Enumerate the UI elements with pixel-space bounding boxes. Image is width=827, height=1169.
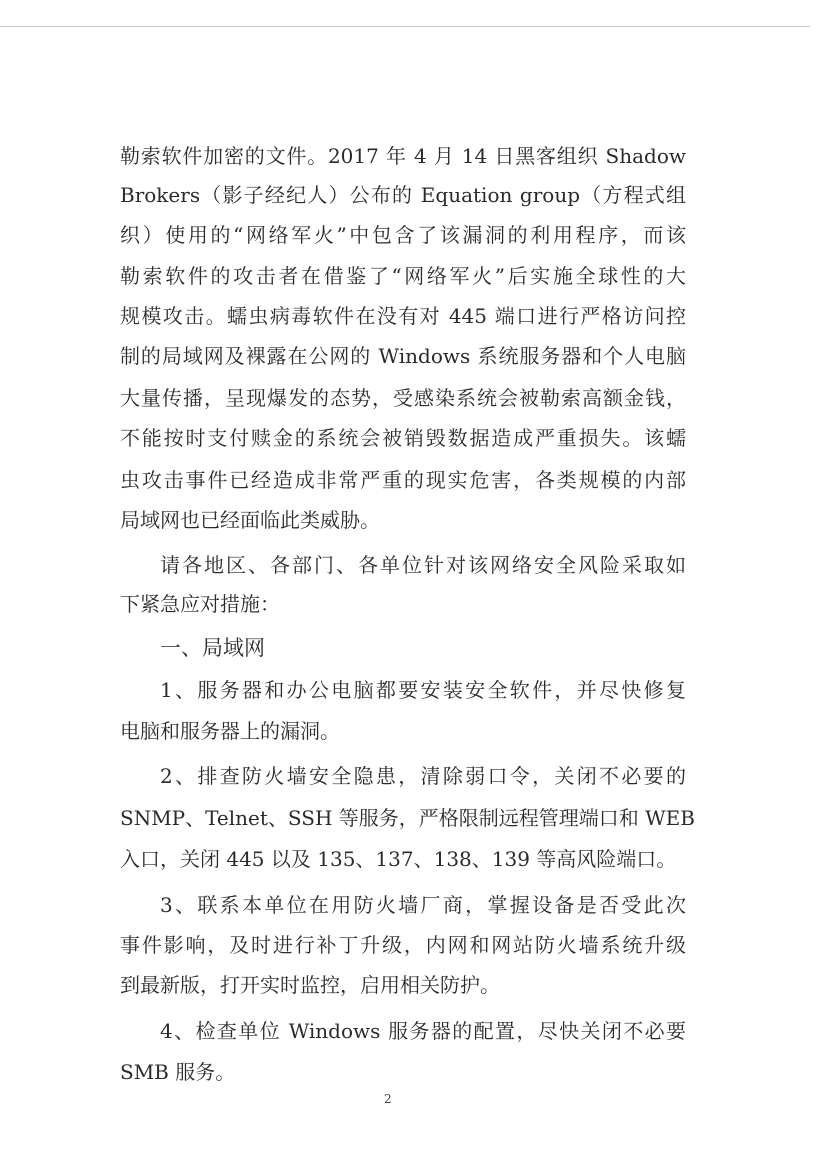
paragraph-line: 勒索软件的攻击者在借鉴了“网络军火”后实施全球性的大	[120, 264, 686, 288]
list-item-line: 事件影响，及时进行补丁升级，内网和网站防火墙系统升级	[120, 933, 686, 957]
paragraph-line: 虫攻击事件已经造成非常严重的现实危害，各类规模的内部	[120, 468, 686, 492]
paragraph-line: 织）使用的“网络军火”中包含了该漏洞的利用程序，而该	[120, 223, 686, 247]
paragraph-line: 下紧急应对措施：	[120, 592, 280, 616]
scan-top-edge	[0, 26, 810, 27]
paragraph-line: 制的局域网及裸露在公网的 Windows 系统服务器和个人电脑	[120, 344, 686, 368]
list-item-line: 4、检查单位 Windows 服务器的配置，尽快关闭不必要	[160, 1019, 686, 1043]
list-item-line: 电脑和服务器上的漏洞。	[120, 719, 340, 743]
paragraph-line: 不能按时支付赎金的系统会被销毁数据造成严重损失。该蠕	[120, 426, 686, 450]
list-item-line: 入口，关闭 445 以及 135、137、138、139 等高风险端口。	[120, 847, 677, 871]
paragraph-line: Brokers（影子经纪人）公布的 Equation group（方程式组	[120, 183, 686, 207]
list-item-line: SMB 服务。	[120, 1060, 236, 1084]
list-item-line: SNMP、Telnet、SSH 等服务，严格限制远程管理端口和 WEB	[120, 806, 695, 830]
section-heading: 一、局域网	[160, 636, 265, 660]
list-item-line: 1、服务器和办公电脑都要安装安全软件，并尽快修复	[160, 678, 686, 702]
paragraph-line: 局域网也已经面临此类威胁。	[120, 508, 380, 532]
paragraph-line: 勒索软件加密的文件。2017 年 4 月 14 日黑客组织 Shadow	[120, 144, 686, 168]
paragraph-line: 规模攻击。蠕虫病毒软件在没有对 445 端口进行严格访问控	[120, 304, 686, 328]
list-item-line: 3、联系本单位在用防火墙厂商，掌握设备是否受此次	[160, 893, 686, 917]
paragraph-line: 请各地区、各部门、各单位针对该网络安全风险采取如	[160, 553, 686, 577]
paragraph-line: 大量传播，呈现爆发的态势，受感染系统会被勒索高额金钱，	[120, 386, 686, 410]
list-item-line: 2、排查防火墙安全隐患，清除弱口令，关闭不必要的	[160, 764, 686, 788]
list-item-line: 到最新版，打开实时监控，启用相关防护。	[120, 973, 500, 997]
page-number: 2	[384, 1092, 392, 1106]
